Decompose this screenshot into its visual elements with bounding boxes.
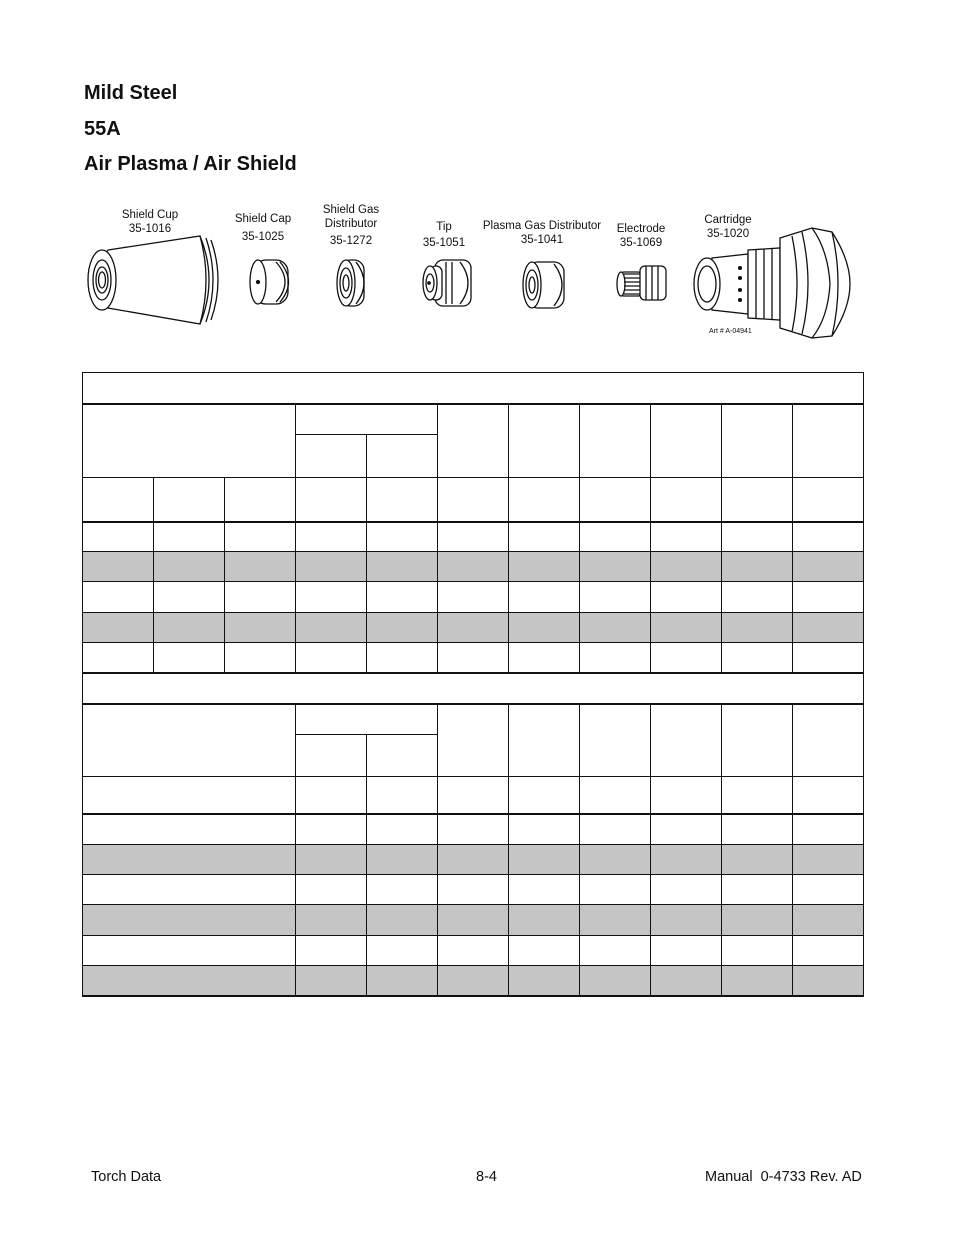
material-heading: Mild Steel (84, 82, 178, 104)
art-number: Art # A-04941 (709, 328, 752, 335)
table-header-row (83, 705, 864, 735)
table-row (83, 875, 864, 905)
part-label-shield-gas-distributor: Shield Gas Distributor 35-1272 (322, 204, 380, 247)
table-row (83, 936, 864, 966)
cartridge-drawing (694, 228, 850, 338)
part-label-plasma-gas-distributor: Plasma Gas Distributor 35-1041 (482, 220, 602, 246)
table-row (83, 613, 864, 643)
part-label-tip: Tip 35-1051 (422, 221, 466, 249)
table-header-row (83, 404, 864, 435)
electrode-drawing (617, 266, 666, 300)
part-label-cartridge: Cartridge 35-1020 (704, 214, 752, 240)
table-row (83, 643, 864, 673)
table-units-row (83, 478, 864, 522)
table-row (83, 905, 864, 936)
part-label-shield-cup: Shield Cup 35-1016 (121, 209, 179, 235)
upper-settings-table (82, 372, 864, 705)
tip-drawing (423, 260, 471, 306)
part-label-shield-cap: Shield Cap 35-1025 (234, 213, 292, 243)
footer-page-number: 8-4 (476, 1169, 497, 1185)
shield-cup-drawing (88, 236, 218, 324)
part-label-electrode: Electrode 35-1069 (616, 223, 666, 249)
table-row (83, 522, 864, 552)
table-row (83, 552, 864, 582)
table-section-row (83, 673, 864, 704)
lower-settings-table (82, 704, 864, 997)
table-units-row (83, 777, 864, 814)
shield-cap-drawing (250, 260, 289, 304)
footer-manual-number: Manual 0-4733 Rev. AD (705, 1169, 862, 1185)
table-row (83, 582, 864, 613)
table-row (83, 966, 864, 996)
gas-heading: Air Plasma / Air Shield (84, 153, 297, 175)
amperage-heading: 55A (84, 118, 121, 140)
footer-section-name: Torch Data (91, 1169, 162, 1185)
table-row (83, 814, 864, 845)
plasma-gas-distributor-drawing (523, 262, 564, 308)
table-row (83, 845, 864, 875)
shield-gas-distributor-drawing (337, 260, 364, 306)
table-title-row (83, 373, 864, 404)
